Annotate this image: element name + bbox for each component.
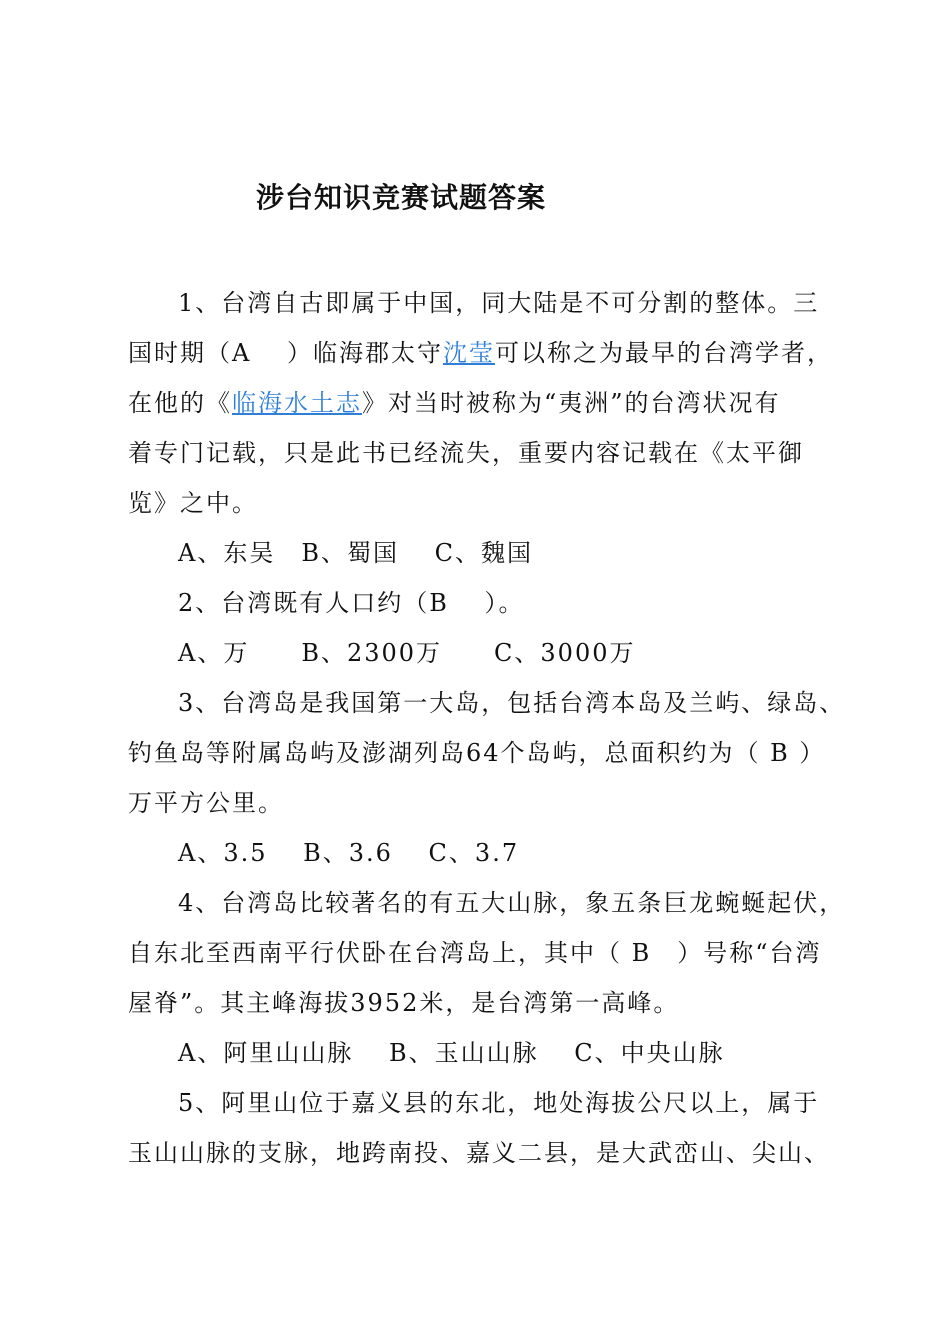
q1-line-3-pre: 在他的《: [128, 389, 232, 417]
q1-line-2-pre: 国时期（A ）临海郡太守: [128, 339, 443, 367]
q3-line-2: 钓鱼岛等附属岛屿及澎湖列岛64个岛屿，总面积约为（ B ）: [128, 739, 826, 767]
q3-line-1: 3、台湾岛是我国第一大岛，包括台湾本岛及兰屿、绿岛、: [178, 689, 846, 717]
q1-line-3: [128, 388, 781, 418]
q1-line-5: 览》之中。: [128, 489, 258, 517]
q1-options: A、东吴 B、蜀国 C、魏国: [178, 539, 533, 567]
q1-line-4: 着专门记载，只是此书已经流失，重要内容记载在《太平御: [128, 439, 804, 467]
q5-line-1: 5、阿里山位于嘉义县的东北，地处海拔公尺以上，属于: [178, 1089, 820, 1117]
q3-line-3: 万平方公里。: [128, 789, 284, 817]
q3-options: A、3.5 B、3.6 C、3.7: [178, 839, 520, 867]
q4-options: A、阿里山山脉 B、玉山山脉 C、中央山脉: [178, 1039, 725, 1067]
q1-line-3-post: 》对当时被称为“夷洲”的台湾状况有: [362, 389, 781, 417]
q1-line-2: [128, 338, 833, 368]
q4-line-2: 自东北至西南平行伏卧在台湾岛上，其中（ B ）号称“台湾: [128, 939, 822, 967]
q1-line-2-post: 可以称之为最早的台湾学者，: [494, 339, 833, 367]
q4-line-3: 屋脊”。其主峰海拔3952米，是台湾第一高峰。: [128, 989, 680, 1017]
q2-options: A、万 B、2300万 C、3000万: [178, 639, 636, 667]
q5-line-2: 玉山山脉的支脉，地跨南投、嘉义二县，是大武峦山、尖山、: [128, 1139, 830, 1167]
link-shen-ying[interactable]: 沈莹: [442, 339, 495, 367]
link-linhai-shuitu-zhi[interactable]: 临海水土志: [232, 389, 362, 417]
q2-line-1: 2、台湾既有人口约（B ）。: [178, 589, 525, 617]
q1-line-1: 1、台湾自古即属于中国，同大陆是不可分割的整体。三: [178, 289, 820, 317]
page-title: 涉台知识竞赛试题答案: [256, 181, 547, 214]
q4-line-1: 4、台湾岛比较著名的有五大山脉，象五条巨龙蜿蜒起伏，: [178, 889, 846, 917]
